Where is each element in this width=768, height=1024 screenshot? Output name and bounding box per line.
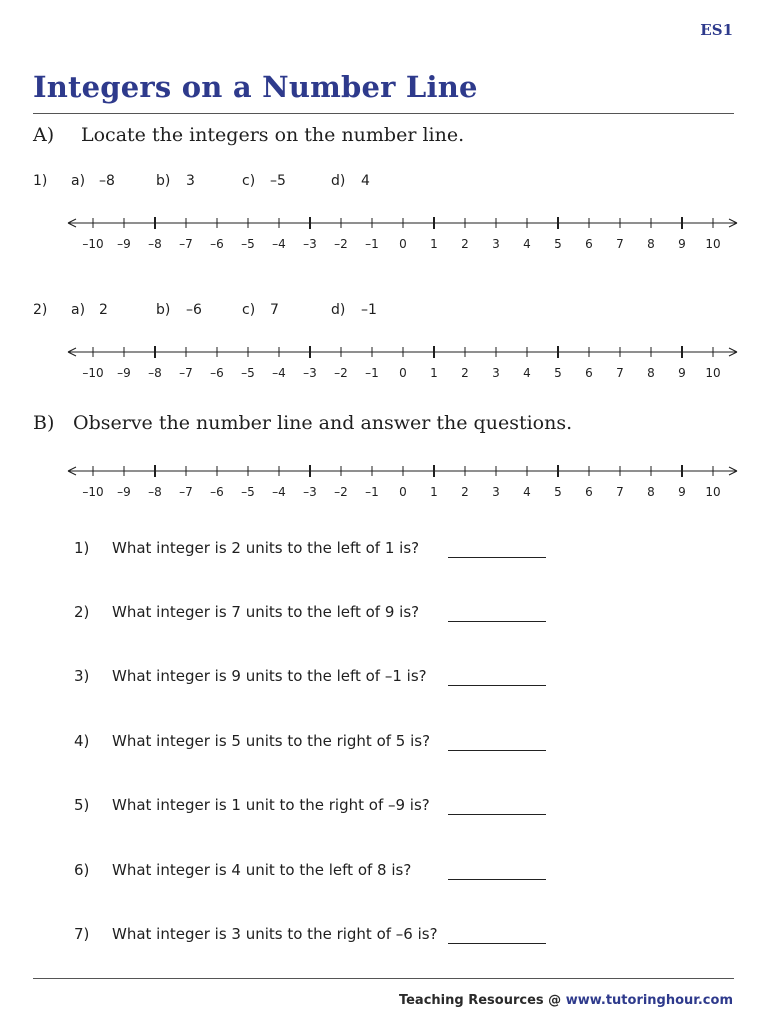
tick-label: –5 <box>241 366 255 380</box>
section-b-letter: B) <box>33 412 55 434</box>
tick-label: –6 <box>210 366 224 380</box>
item-label: c) <box>242 302 256 318</box>
tick-label: –10 <box>82 366 104 380</box>
tick-label: 6 <box>585 485 593 499</box>
tick-label: –4 <box>272 485 286 499</box>
footer-divider <box>33 978 734 979</box>
tick-label: 1 <box>430 485 438 499</box>
tick-label: 4 <box>523 366 531 380</box>
question-number: 5) <box>74 796 90 814</box>
tick-label: 3 <box>492 237 500 251</box>
tick-label: –9 <box>117 366 131 380</box>
question-text: What integer is 7 units to the left of 9 is? <box>112 603 420 621</box>
tick-label: 6 <box>585 366 593 380</box>
tick-label: –6 <box>210 237 224 251</box>
tick-label: 4 <box>523 237 531 251</box>
tick-label: 3 <box>492 485 500 499</box>
tick-label: 8 <box>647 237 655 251</box>
tick-label: 9 <box>678 366 686 380</box>
page-title: Integers on a Number Line <box>33 70 478 104</box>
question-number: 2) <box>74 603 90 621</box>
answer-blank[interactable] <box>448 557 546 558</box>
number-line-svg <box>66 339 746 383</box>
item-value: –8 <box>99 173 115 189</box>
item-value: –1 <box>361 302 377 318</box>
tick-label: –2 <box>334 237 348 251</box>
tick-label: –2 <box>334 485 348 499</box>
tick-label: –8 <box>148 237 162 251</box>
item-label: d) <box>331 302 346 318</box>
question-number: 3) <box>74 667 90 685</box>
question-text: What integer is 9 units to the left of –1 is? <box>112 667 427 685</box>
tick-label: 1 <box>430 237 438 251</box>
tick-label: 5 <box>554 485 562 499</box>
tick-label: 7 <box>616 485 624 499</box>
section-b-text: Observe the number line and answer the questions. <box>73 412 573 434</box>
answer-blank[interactable] <box>448 685 546 686</box>
tick-label: 0 <box>399 237 407 251</box>
tick-label: 4 <box>523 485 531 499</box>
tick-label: –6 <box>210 485 224 499</box>
section-a-text: Locate the integers on the number line. <box>81 124 465 146</box>
tick-label: –10 <box>82 237 104 251</box>
item-label: a) <box>71 173 86 189</box>
tick-label: 0 <box>399 366 407 380</box>
tick-label: 9 <box>678 237 686 251</box>
tick-label: –5 <box>241 237 255 251</box>
answer-blank[interactable] <box>448 943 546 944</box>
tick-label: 10 <box>705 485 721 499</box>
tick-label: 0 <box>399 485 407 499</box>
tick-label: 6 <box>585 237 593 251</box>
item-label: a) <box>71 302 86 318</box>
footer <box>399 993 733 1008</box>
tick-label: 2 <box>461 366 469 380</box>
item-label: d) <box>331 173 346 189</box>
worksheet-code: ES1 <box>700 21 733 39</box>
answer-blank[interactable] <box>448 750 546 751</box>
answer-blank[interactable] <box>448 814 546 815</box>
item-value: –6 <box>186 302 202 318</box>
number-line-3 <box>66 458 746 502</box>
tick-label: 8 <box>647 366 655 380</box>
tick-label: 5 <box>554 237 562 251</box>
tick-label: –3 <box>303 366 317 380</box>
tick-label: 10 <box>705 366 721 380</box>
section-a-heading <box>33 124 464 146</box>
tick-label: 8 <box>647 485 655 499</box>
question-number: 1) <box>74 539 90 557</box>
answer-blank[interactable] <box>448 621 546 622</box>
tick-label: 1 <box>430 366 438 380</box>
tick-label: –7 <box>179 366 193 380</box>
tick-label: –4 <box>272 237 286 251</box>
question-number: 4) <box>74 732 90 750</box>
title-divider <box>33 113 734 114</box>
tick-label: –10 <box>82 485 104 499</box>
tick-label: 7 <box>616 366 624 380</box>
tick-label: 5 <box>554 366 562 380</box>
section-b-heading <box>33 412 572 434</box>
tick-label: –8 <box>148 366 162 380</box>
question-text: What integer is 5 units to the right of 5 is? <box>112 732 431 750</box>
question-text: What integer is 2 units to the left of 1 is? <box>112 539 420 557</box>
question-text: What integer is 4 unit to the left of 8 is? <box>112 861 412 879</box>
answer-blank[interactable] <box>448 879 546 880</box>
item-label: c) <box>242 173 256 189</box>
item-label: b) <box>156 302 171 318</box>
question-number: 6) <box>74 861 90 879</box>
tick-label: –5 <box>241 485 255 499</box>
question-number: 7) <box>74 925 90 943</box>
tick-label: –1 <box>365 366 379 380</box>
tick-label: 7 <box>616 237 624 251</box>
problem-number: 1) <box>33 173 48 189</box>
tick-label: –9 <box>117 237 131 251</box>
footer-url[interactable]: www.tutoringhour.com <box>565 993 733 1008</box>
tick-label: 2 <box>461 237 469 251</box>
tick-label: –9 <box>117 485 131 499</box>
question-text: What integer is 1 unit to the right of –9 is? <box>112 796 430 814</box>
item-value: –5 <box>270 173 286 189</box>
tick-label: –7 <box>179 237 193 251</box>
number-line-svg <box>66 458 746 502</box>
item-value: 3 <box>186 173 195 189</box>
tick-label: –4 <box>272 366 286 380</box>
question-text: What integer is 3 units to the right of –6 is? <box>112 925 438 943</box>
item-value: 7 <box>270 302 279 318</box>
tick-label: –1 <box>365 485 379 499</box>
tick-label: 9 <box>678 485 686 499</box>
footer-label: Teaching Resources @ <box>398 993 562 1008</box>
section-a-letter: A) <box>33 124 55 146</box>
tick-label: –3 <box>303 485 317 499</box>
number-line-svg <box>66 210 746 254</box>
tick-label: –7 <box>179 485 193 499</box>
number-line-2 <box>66 339 746 383</box>
tick-label: –2 <box>334 366 348 380</box>
problem-number: 2) <box>33 302 48 318</box>
item-label: b) <box>156 173 171 189</box>
item-value: 2 <box>99 302 108 318</box>
tick-label: –1 <box>365 237 379 251</box>
item-value: 4 <box>361 173 370 189</box>
tick-label: 10 <box>705 237 721 251</box>
tick-label: –8 <box>148 485 162 499</box>
tick-label: 2 <box>461 485 469 499</box>
tick-label: 3 <box>492 366 500 380</box>
tick-label: –3 <box>303 237 317 251</box>
number-line-1 <box>66 210 746 254</box>
